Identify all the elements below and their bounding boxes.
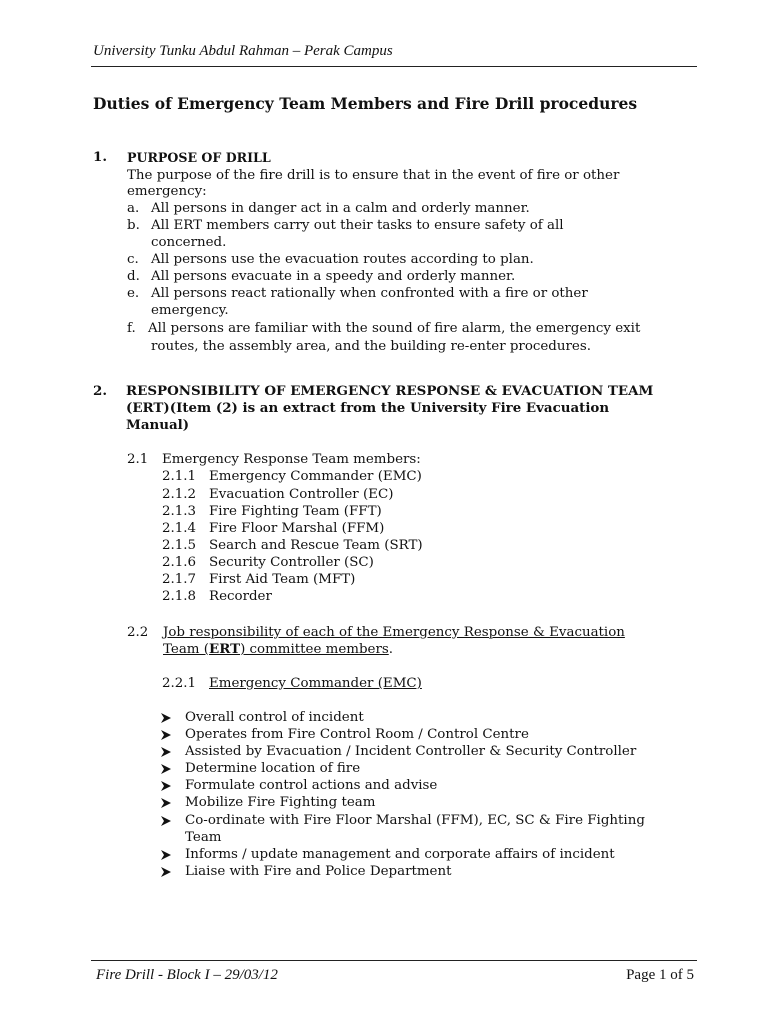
document-title: Duties of Emergency Team Members and Fire Drill procedures [93, 94, 638, 113]
member-number: 2.1.5 [162, 538, 197, 553]
member-name: Search and Rescue Team (SRT) [209, 538, 423, 553]
member-number: 2.1.6 [162, 555, 197, 570]
member-number: 2.1.2 [162, 487, 197, 502]
list-item-text: All ERT members carry out their tasks to ensure safety of all [151, 218, 564, 233]
list-item-label: b. [127, 218, 140, 233]
member-number: 2.1.4 [162, 521, 197, 536]
section1-number: 1. [93, 149, 107, 165]
subsubsection-number: 2.2.1 [162, 676, 197, 691]
member-name: First Aid Team (MFT) [209, 572, 356, 587]
subsubsection-title: Emergency Commander (EMC) [209, 676, 422, 691]
arrowhead-bullet-icon [160, 815, 172, 827]
list-item-text-cont: routes, the assembly area, and the building re-enter procedures. [151, 339, 591, 354]
list-item-text-cont: emergency. [151, 303, 229, 318]
arrowhead-bullet-icon [160, 797, 172, 809]
responsibility-item-cont: Team [185, 830, 222, 845]
list-item-text: All persons evacuate in a speedy and orderly manner. [151, 269, 516, 284]
section2-number: 2. [93, 383, 107, 399]
member-number: 2.1.3 [162, 504, 197, 519]
arrowhead-bullet-icon [160, 712, 172, 724]
footer-rule [91, 960, 697, 961]
subsection-number: 2.1 [127, 452, 149, 467]
running-header: University Tunku Abdul Rahman – Perak Campus [93, 43, 393, 59]
list-item-text-cont: concerned. [151, 235, 227, 250]
footer-left: Fire Drill - Block I – 29/03/12 [96, 967, 278, 983]
responsibility-item: Informs / update management and corporate affairs of incident [185, 847, 615, 862]
arrowhead-bullet-icon [160, 780, 172, 792]
list-item-label: d. [127, 269, 140, 284]
section1-intro-line1: The purpose of the fire drill is to ensure that in the event of fire or other [127, 168, 620, 183]
member-name: Fire Floor Marshal (FFM) [209, 521, 385, 536]
arrowhead-bullet-icon [160, 746, 172, 758]
member-name: Security Controller (SC) [209, 555, 374, 570]
member-number: 2.1.7 [162, 572, 197, 587]
responsibility-item: Formulate control actions and advise [185, 778, 438, 793]
list-item-text: All persons use the evacuation routes according to plan. [151, 252, 534, 267]
section2-heading-line3: Manual) [126, 417, 190, 433]
header-rule [91, 66, 697, 67]
arrowhead-bullet-icon [160, 849, 172, 861]
subsection-title-line2 [163, 641, 393, 658]
section1-heading: PURPOSE OF DRILL [127, 150, 271, 165]
title-line2-end: . [388, 642, 394, 657]
arrowhead-bullet-icon [160, 763, 172, 775]
section2-heading-line1: RESPONSIBILITY OF EMERGENCY RESPONSE & EVACUATION TEAM [126, 383, 654, 399]
member-name: Recorder [209, 589, 272, 604]
member-name: Emergency Commander (EMC) [209, 469, 422, 484]
section1-intro-line2: emergency: [127, 184, 207, 199]
list-item-text: All persons in danger act in a calm and orderly manner. [151, 201, 530, 216]
subsection-number: 2.2 [127, 625, 149, 640]
ert-abbrev: ERT [208, 641, 241, 657]
list-item-label: c. [127, 252, 139, 267]
list-item-label: a. [127, 201, 140, 216]
member-name: Fire Fighting Team (FFT) [209, 504, 382, 519]
title-line2-pre: Team ( [163, 642, 209, 657]
member-number: 2.1.8 [162, 589, 197, 604]
subsection-title: Emergency Response Team members: [162, 452, 421, 467]
responsibility-item: Operates from Fire Control Room / Control Centre [185, 727, 529, 742]
responsibility-item: Co-ordinate with Fire Floor Marshal (FFM), EC, SC & Fire Fighting [185, 813, 645, 828]
list-item-label: e. [127, 286, 140, 301]
responsibility-item: Assisted by Evacuation / Incident Controller & Security Controller [185, 744, 637, 759]
section2-heading-line2: (ERT)(Item (2) is an extract from the University Fire Evacuation [126, 400, 610, 416]
member-number: 2.1.1 [162, 469, 197, 484]
list-item-text: All persons react rationally when confronted with a fire or other [151, 286, 588, 301]
subsection-title-line1: Job responsibility of each of the Emergency Response & Evacuation [163, 625, 625, 640]
responsibility-item: Overall control of incident [185, 710, 364, 725]
responsibility-item: Determine location of fire [185, 761, 361, 776]
arrowhead-bullet-icon [160, 866, 172, 878]
responsibility-item: Liaise with Fire and Police Department [185, 864, 452, 879]
list-item-label: f. [127, 321, 136, 336]
page-number: Page 1 of 5 [626, 967, 694, 983]
list-item-text: All persons are familiar with the sound of fire alarm, the emergency exit [148, 321, 641, 336]
member-name: Evacuation Controller (EC) [209, 487, 394, 502]
responsibility-item: Mobilize Fire Fighting team [185, 795, 376, 810]
arrowhead-bullet-icon [160, 729, 172, 741]
title-line2-post: ) committee members [240, 642, 389, 657]
